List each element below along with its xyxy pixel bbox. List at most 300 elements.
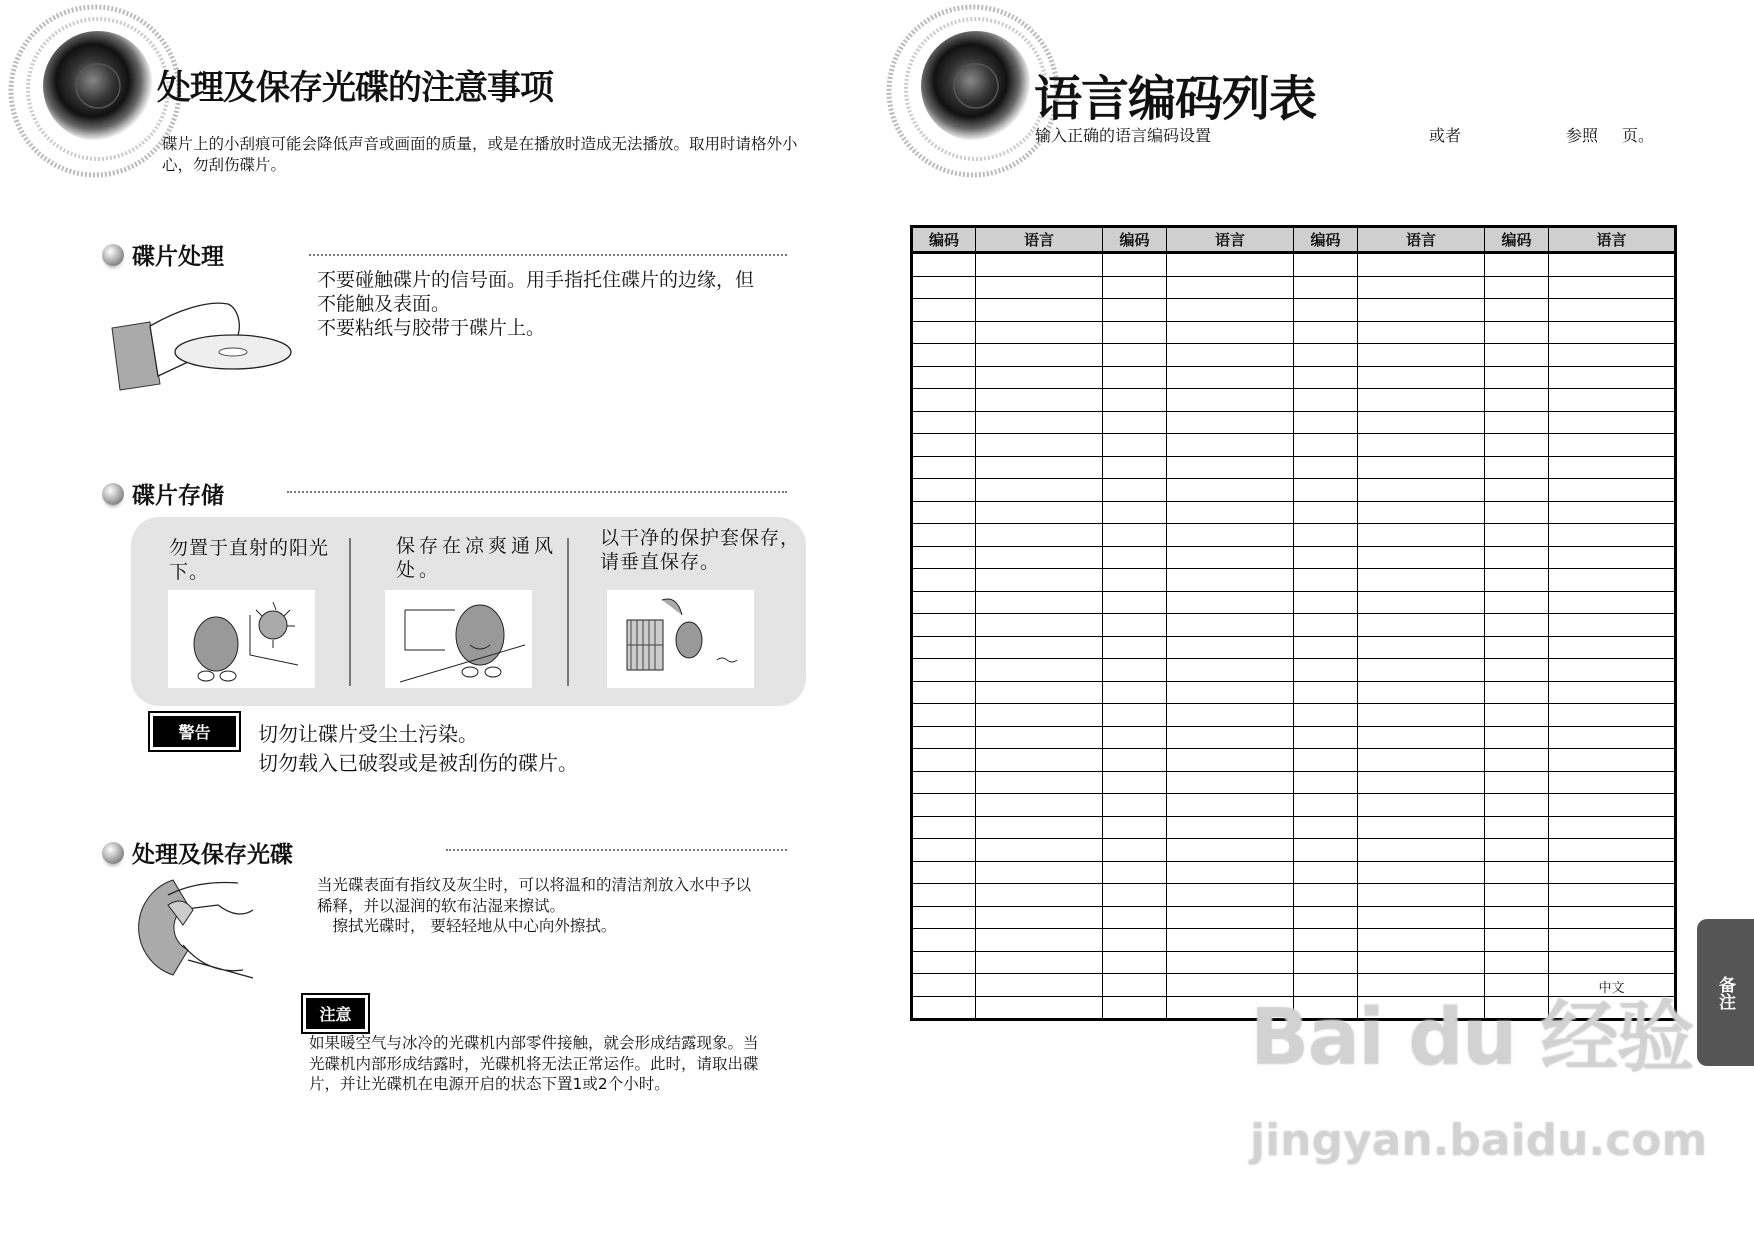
language-cell bbox=[976, 344, 1103, 367]
subtitle-part: 页。 bbox=[1622, 126, 1655, 145]
language-cell bbox=[1358, 524, 1485, 547]
code-cell bbox=[1485, 299, 1549, 322]
language-cell bbox=[1167, 569, 1294, 592]
dotted-divider bbox=[309, 254, 787, 256]
language-cell bbox=[1549, 501, 1676, 524]
code-cell bbox=[1294, 929, 1358, 952]
storage-tip-case: 以干净的保护套保存，请垂直保存。 bbox=[600, 527, 801, 573]
code-cell bbox=[1103, 569, 1167, 592]
code-cell bbox=[1103, 253, 1167, 277]
code-cell bbox=[912, 816, 976, 839]
page-title: 处理及保存光碟的注意事项 bbox=[157, 68, 553, 108]
language-cell bbox=[1358, 366, 1485, 389]
code-cell bbox=[1103, 591, 1167, 614]
language-cell bbox=[976, 996, 1103, 1020]
watermark-url: jingyan.baidu.com bbox=[1250, 1115, 1708, 1166]
code-cell bbox=[912, 794, 976, 817]
text-line: 稀释，并以湿润的软布沾湿来擦试。 bbox=[317, 896, 566, 915]
language-cell bbox=[1167, 794, 1294, 817]
language-cell bbox=[976, 524, 1103, 547]
table-row bbox=[912, 569, 1676, 592]
language-cell bbox=[1549, 771, 1676, 794]
code-cell bbox=[1103, 749, 1167, 772]
language-cell bbox=[1549, 321, 1676, 344]
code-cell bbox=[1485, 411, 1549, 434]
code-cell bbox=[1294, 501, 1358, 524]
language-cell bbox=[1358, 276, 1485, 299]
table-row bbox=[912, 794, 1676, 817]
language-cell bbox=[976, 614, 1103, 637]
code-cell bbox=[1294, 794, 1358, 817]
code-cell bbox=[1103, 659, 1167, 682]
text-line: 不要碰触碟片的信号面。用手指托住碟片的边缘，但 bbox=[317, 269, 755, 291]
language-cell bbox=[1549, 951, 1676, 974]
language-cell bbox=[976, 411, 1103, 434]
code-cell bbox=[912, 479, 976, 502]
text-line: 不能触及表面。 bbox=[317, 293, 451, 315]
code-cell bbox=[1294, 771, 1358, 794]
code-cell bbox=[1103, 704, 1167, 727]
table-row bbox=[912, 704, 1676, 727]
language-cell bbox=[1167, 659, 1294, 682]
code-cell bbox=[1294, 659, 1358, 682]
language-cell bbox=[1549, 659, 1676, 682]
language-cell bbox=[976, 546, 1103, 569]
language-cell bbox=[1167, 524, 1294, 547]
code-cell bbox=[1485, 704, 1549, 727]
section-heading-disc-handling bbox=[102, 238, 224, 271]
language-cell bbox=[1549, 366, 1676, 389]
disc-in-case-illustration bbox=[607, 590, 754, 688]
language-cell bbox=[1358, 591, 1485, 614]
code-cell bbox=[1294, 726, 1358, 749]
code-cell bbox=[912, 591, 976, 614]
table-row bbox=[912, 929, 1676, 952]
bullet-icon bbox=[102, 244, 124, 266]
language-cell bbox=[1167, 816, 1294, 839]
code-cell bbox=[1485, 614, 1549, 637]
code-cell bbox=[1103, 794, 1167, 817]
language-cell bbox=[976, 636, 1103, 659]
section-heading-cleaning bbox=[102, 836, 293, 869]
table-header-row bbox=[912, 227, 1676, 253]
code-cell bbox=[1485, 681, 1549, 704]
warning-text bbox=[258, 720, 578, 778]
intro-text: 碟片上的小刮痕可能会降低声音或画面的质量，或是在播放时造成无法播放。取用时请格外小心，勿刮伤碟片。 bbox=[162, 135, 798, 174]
code-cell bbox=[912, 726, 976, 749]
disc-handling-text bbox=[317, 268, 754, 340]
code-cell bbox=[912, 253, 976, 277]
code-cell bbox=[1485, 816, 1549, 839]
language-cell bbox=[1167, 861, 1294, 884]
disc-in-sunlight-illustration bbox=[168, 590, 315, 688]
code-cell bbox=[1294, 479, 1358, 502]
code-cell bbox=[912, 276, 976, 299]
table-row bbox=[912, 771, 1676, 794]
code-cell bbox=[912, 906, 976, 929]
language-cell bbox=[976, 681, 1103, 704]
language-cell bbox=[1167, 389, 1294, 412]
text-line: 擦拭光碟时， 要轻轻地从中心向外擦拭。 bbox=[317, 917, 617, 935]
table-row bbox=[912, 861, 1676, 884]
text-line: 当光碟表面有指纹及灰尘时，可以将温和的清洁剂放入水中予以 bbox=[317, 876, 752, 894]
code-cell bbox=[1294, 614, 1358, 637]
table-row bbox=[912, 276, 1676, 299]
watermark-logo: Bai du 经验 bbox=[1250, 993, 1693, 1083]
column-header-language: 语言 bbox=[1167, 227, 1294, 253]
code-cell bbox=[1294, 681, 1358, 704]
language-cell bbox=[976, 501, 1103, 524]
code-cell bbox=[1103, 366, 1167, 389]
caution-badge: 注意 bbox=[305, 997, 366, 1030]
code-cell bbox=[1485, 321, 1549, 344]
language-cell bbox=[1358, 704, 1485, 727]
text-line: 光碟机内部形成结露时，光碟机将无法正常运作。此时，请取出碟 bbox=[309, 1054, 759, 1073]
code-cell bbox=[1103, 299, 1167, 322]
language-cell bbox=[1167, 929, 1294, 952]
code-cell bbox=[1485, 726, 1549, 749]
language-cell bbox=[1358, 749, 1485, 772]
side-tab-notes[interactable]: 备注 bbox=[1697, 919, 1754, 1066]
language-cell bbox=[976, 861, 1103, 884]
language-cell bbox=[976, 389, 1103, 412]
column-header-code: 编码 bbox=[1485, 227, 1549, 253]
table-row bbox=[912, 299, 1676, 322]
code-cell bbox=[1485, 951, 1549, 974]
language-cell bbox=[976, 276, 1103, 299]
code-cell bbox=[1103, 951, 1167, 974]
code-cell bbox=[1294, 906, 1358, 929]
code-cell bbox=[1294, 816, 1358, 839]
language-cell bbox=[976, 704, 1103, 727]
code-cell bbox=[1103, 344, 1167, 367]
language-cell bbox=[1167, 344, 1294, 367]
language-cell bbox=[1549, 884, 1676, 907]
language-cell bbox=[1167, 749, 1294, 772]
code-cell bbox=[1485, 839, 1549, 862]
code-cell bbox=[912, 524, 976, 547]
code-cell bbox=[1103, 816, 1167, 839]
table-row bbox=[912, 839, 1676, 862]
code-cell bbox=[1103, 524, 1167, 547]
language-cell bbox=[976, 749, 1103, 772]
language-cell bbox=[1167, 253, 1294, 277]
code-cell bbox=[1485, 861, 1549, 884]
language-cell bbox=[1358, 726, 1485, 749]
language-cell bbox=[1167, 434, 1294, 457]
language-cell bbox=[1358, 816, 1485, 839]
code-cell bbox=[1294, 411, 1358, 434]
language-cell bbox=[1358, 344, 1485, 367]
language-cell bbox=[976, 906, 1103, 929]
language-cell bbox=[976, 299, 1103, 322]
column-header-language: 语言 bbox=[1358, 227, 1485, 253]
code-cell bbox=[1485, 253, 1549, 277]
section-heading-text: 处理及保存光碟 bbox=[132, 842, 293, 868]
bullet-icon bbox=[102, 483, 124, 505]
language-cell bbox=[1549, 614, 1676, 637]
language-cell bbox=[1358, 906, 1485, 929]
language-cell bbox=[1549, 839, 1676, 862]
table-row bbox=[912, 434, 1676, 457]
code-cell bbox=[1485, 636, 1549, 659]
language-cell bbox=[1549, 906, 1676, 929]
column-header-code: 编码 bbox=[1103, 227, 1167, 253]
code-cell bbox=[1294, 839, 1358, 862]
language-cell bbox=[1549, 276, 1676, 299]
language-cell bbox=[1167, 299, 1294, 322]
code-cell bbox=[1485, 569, 1549, 592]
code-cell bbox=[1103, 389, 1167, 412]
language-cell bbox=[1358, 299, 1485, 322]
language-cell bbox=[976, 951, 1103, 974]
language-cell bbox=[1358, 636, 1485, 659]
code-cell bbox=[1103, 884, 1167, 907]
code-cell bbox=[912, 636, 976, 659]
code-cell bbox=[1294, 591, 1358, 614]
language-cell bbox=[1358, 614, 1485, 637]
code-cell bbox=[912, 569, 976, 592]
code-cell bbox=[1294, 951, 1358, 974]
code-cell bbox=[1294, 636, 1358, 659]
subtitle-part: 或者 bbox=[1429, 126, 1462, 145]
language-cell bbox=[1167, 906, 1294, 929]
code-cell bbox=[912, 614, 976, 637]
language-cell bbox=[1167, 771, 1294, 794]
code-cell bbox=[1294, 884, 1358, 907]
table-row bbox=[912, 344, 1676, 367]
code-cell bbox=[912, 456, 976, 479]
code-cell bbox=[1485, 884, 1549, 907]
code-cell bbox=[1103, 861, 1167, 884]
language-cell: 中文 bbox=[1549, 974, 1676, 997]
language-cell bbox=[976, 816, 1103, 839]
code-cell bbox=[1485, 906, 1549, 929]
code-cell bbox=[912, 501, 976, 524]
code-cell bbox=[1103, 636, 1167, 659]
code-cell bbox=[912, 704, 976, 727]
language-cell bbox=[1549, 591, 1676, 614]
language-cell bbox=[1549, 636, 1676, 659]
language-cell bbox=[1167, 479, 1294, 502]
code-cell bbox=[1103, 929, 1167, 952]
code-cell bbox=[912, 681, 976, 704]
language-cell bbox=[1549, 749, 1676, 772]
caution-text bbox=[309, 1033, 759, 1095]
code-cell bbox=[1294, 299, 1358, 322]
language-cell bbox=[1167, 614, 1294, 637]
warning-badge: 警告 bbox=[152, 715, 237, 748]
code-cell bbox=[1485, 501, 1549, 524]
language-cell bbox=[1167, 411, 1294, 434]
code-cell bbox=[1103, 839, 1167, 862]
language-cell bbox=[976, 659, 1103, 682]
code-cell bbox=[1103, 546, 1167, 569]
code-cell bbox=[1485, 929, 1549, 952]
code-cell bbox=[912, 884, 976, 907]
code-cell bbox=[1103, 681, 1167, 704]
table-row bbox=[912, 411, 1676, 434]
language-cell bbox=[1358, 434, 1485, 457]
language-cell bbox=[1549, 861, 1676, 884]
table-row bbox=[912, 321, 1676, 344]
language-cell bbox=[1358, 389, 1485, 412]
code-cell bbox=[1485, 659, 1549, 682]
language-cell bbox=[1358, 884, 1485, 907]
code-cell bbox=[1294, 524, 1358, 547]
code-cell bbox=[912, 771, 976, 794]
column-header-code: 编码 bbox=[912, 227, 976, 253]
language-cell bbox=[1358, 771, 1485, 794]
language-cell bbox=[1358, 951, 1485, 974]
language-cell bbox=[976, 456, 1103, 479]
language-cell bbox=[1167, 839, 1294, 862]
code-cell bbox=[912, 839, 976, 862]
language-cell bbox=[976, 839, 1103, 862]
subtitle-part: 参照 bbox=[1566, 126, 1599, 145]
code-cell bbox=[912, 299, 976, 322]
language-cell bbox=[1549, 546, 1676, 569]
language-cell bbox=[1549, 411, 1676, 434]
wiping-disc-illustration bbox=[128, 875, 263, 983]
language-cell bbox=[1167, 321, 1294, 344]
code-cell bbox=[912, 344, 976, 367]
disc-in-ventilation-illustration bbox=[385, 590, 532, 688]
section-heading-text: 碟片处理 bbox=[132, 244, 224, 270]
code-cell bbox=[912, 929, 976, 952]
code-cell bbox=[1294, 253, 1358, 277]
code-cell bbox=[1294, 434, 1358, 457]
table-row bbox=[912, 681, 1676, 704]
code-cell bbox=[1485, 479, 1549, 502]
language-cell bbox=[1167, 276, 1294, 299]
code-cell bbox=[1103, 906, 1167, 929]
table-row bbox=[912, 951, 1676, 974]
code-cell bbox=[1485, 794, 1549, 817]
code-cell bbox=[1485, 749, 1549, 772]
language-cell bbox=[1358, 501, 1485, 524]
language-cell bbox=[976, 884, 1103, 907]
code-cell bbox=[912, 951, 976, 974]
code-cell bbox=[912, 321, 976, 344]
column-header-language: 语言 bbox=[1549, 227, 1676, 253]
language-cell bbox=[1167, 636, 1294, 659]
language-cell bbox=[1358, 839, 1485, 862]
code-cell bbox=[1485, 456, 1549, 479]
language-cell bbox=[1358, 681, 1485, 704]
language-cell bbox=[1549, 389, 1676, 412]
language-cell bbox=[1167, 456, 1294, 479]
language-cell bbox=[1549, 929, 1676, 952]
code-cell bbox=[1294, 546, 1358, 569]
language-cell bbox=[976, 771, 1103, 794]
code-cell bbox=[1103, 726, 1167, 749]
language-cell bbox=[1167, 591, 1294, 614]
language-cell bbox=[1549, 569, 1676, 592]
code-cell bbox=[912, 996, 976, 1020]
text-line: 片，并让光碟机在电源开启的状态下置1或2个小时。 bbox=[309, 1075, 670, 1093]
code-cell bbox=[1294, 366, 1358, 389]
table-row bbox=[912, 524, 1676, 547]
code-cell bbox=[1294, 276, 1358, 299]
code-cell bbox=[1103, 434, 1167, 457]
language-cell bbox=[1549, 434, 1676, 457]
code-cell bbox=[912, 546, 976, 569]
text-line: 如果暖空气与冰冷的光碟机内部零件接触，就会形成结露现象。当 bbox=[309, 1034, 759, 1052]
column-divider bbox=[567, 538, 569, 686]
language-cell bbox=[976, 974, 1103, 997]
language-cell bbox=[1358, 659, 1485, 682]
code-cell bbox=[1103, 974, 1167, 997]
code-cell bbox=[1103, 479, 1167, 502]
language-cell bbox=[1167, 546, 1294, 569]
language-cell bbox=[1167, 704, 1294, 727]
code-cell bbox=[1294, 456, 1358, 479]
table-row bbox=[912, 479, 1676, 502]
language-cell bbox=[976, 726, 1103, 749]
table-row bbox=[912, 749, 1676, 772]
code-cell bbox=[1294, 344, 1358, 367]
language-cell bbox=[1549, 253, 1676, 277]
language-cell bbox=[976, 794, 1103, 817]
code-cell bbox=[1485, 434, 1549, 457]
code-cell bbox=[1103, 276, 1167, 299]
code-cell bbox=[1103, 321, 1167, 344]
column-divider bbox=[349, 538, 351, 686]
table-row bbox=[912, 636, 1676, 659]
language-cell bbox=[1167, 366, 1294, 389]
code-cell bbox=[1103, 411, 1167, 434]
dotted-divider bbox=[287, 491, 787, 493]
code-cell bbox=[912, 434, 976, 457]
code-cell bbox=[1103, 456, 1167, 479]
column-header-language: 语言 bbox=[976, 227, 1103, 253]
code-cell bbox=[1485, 366, 1549, 389]
language-cell bbox=[1167, 951, 1294, 974]
code-cell bbox=[1294, 749, 1358, 772]
language-cell bbox=[976, 929, 1103, 952]
code-cell bbox=[912, 974, 976, 997]
table-row bbox=[912, 456, 1676, 479]
language-cell bbox=[976, 479, 1103, 502]
table-row bbox=[912, 501, 1676, 524]
storage-tip-sunlight: 勿置于直射的阳光下。 bbox=[169, 537, 330, 583]
code-cell bbox=[912, 861, 976, 884]
language-cell bbox=[1549, 704, 1676, 727]
column-header-code: 编码 bbox=[1294, 227, 1358, 253]
code-cell bbox=[1485, 591, 1549, 614]
code-cell bbox=[1294, 861, 1358, 884]
language-cell bbox=[1549, 726, 1676, 749]
code-cell bbox=[912, 749, 976, 772]
language-code-table bbox=[910, 225, 1677, 1021]
language-cell bbox=[1358, 929, 1485, 952]
dotted-divider bbox=[446, 849, 787, 851]
code-cell bbox=[1294, 389, 1358, 412]
code-cell bbox=[1103, 771, 1167, 794]
table-row bbox=[912, 614, 1676, 637]
language-cell bbox=[1358, 569, 1485, 592]
code-cell bbox=[1294, 569, 1358, 592]
code-cell bbox=[912, 411, 976, 434]
language-cell bbox=[1549, 681, 1676, 704]
code-cell bbox=[1485, 771, 1549, 794]
table-row bbox=[912, 366, 1676, 389]
code-cell bbox=[912, 659, 976, 682]
language-cell bbox=[976, 434, 1103, 457]
language-cell bbox=[976, 591, 1103, 614]
language-cell bbox=[1358, 456, 1485, 479]
